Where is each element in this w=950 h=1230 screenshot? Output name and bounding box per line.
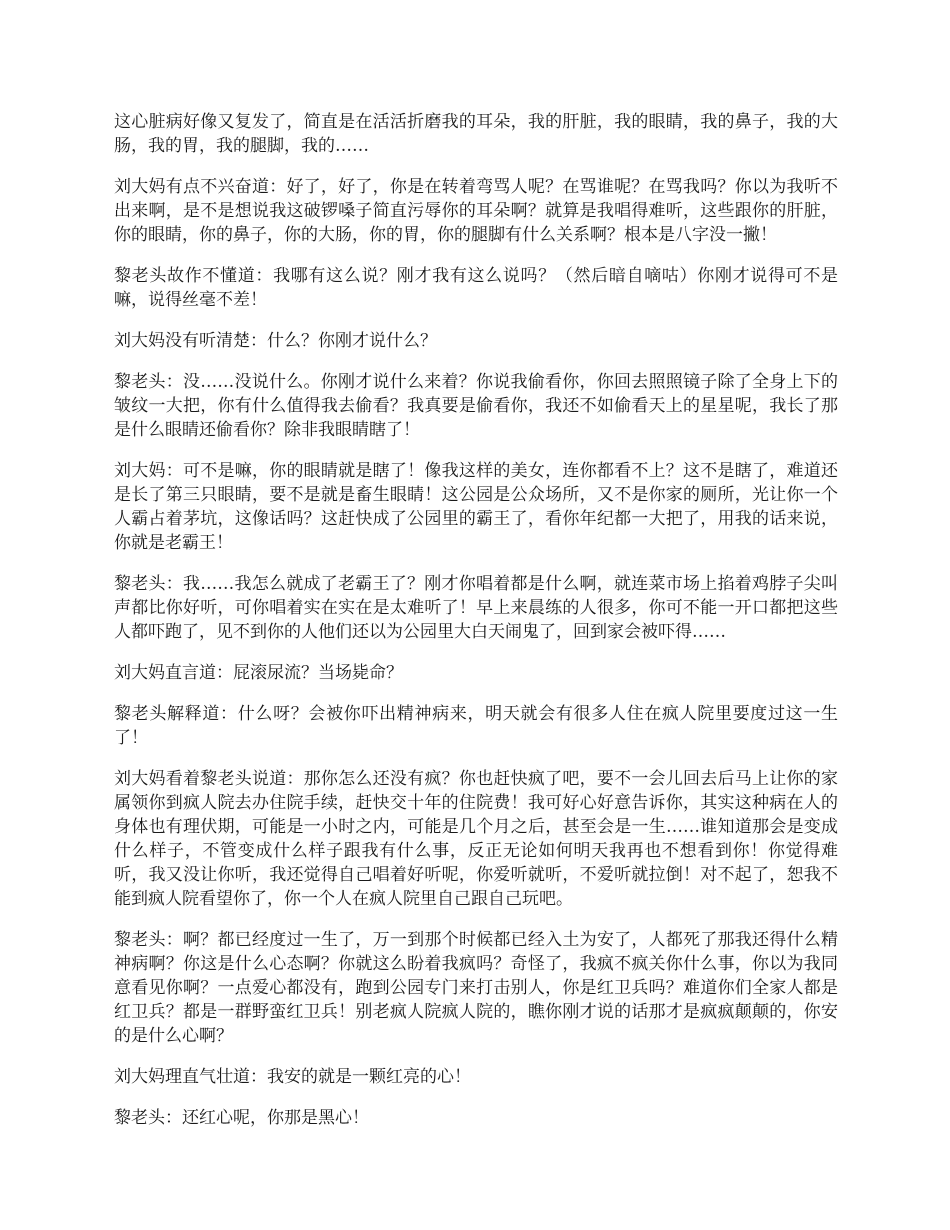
- paragraph-8: 刘大妈直言道：屁滚尿流？当场毙命？: [114, 663, 403, 683]
- paragraph-2: 刘大妈有点不兴奋道：好了，好了，你是在转着弯骂人呢？在骂谁呢？在骂我吗？你以为我听不出来啊，是不是想说我这破锣嗓子简直污辱你的耳朵啊？就算是我唱得难听，这些跟你的肝脏，你的眼睛，你的鼻子，你的大肠，你的胃，你的腿脚有什么关系啊？根本是八字没一撇！: [114, 177, 838, 245]
- paragraph-11: 黎老头：啊？都已经度过一生了，万一到那个时候都已经入土为安了，人都死了那我还得什么精神病啊？你这是什么心态啊？你就这么盼着我疯吗？奇怪了，我疯不疯关你什么事，你以为我同意看见你啊？一点爱心都没有，跑到公园专门来打击别人，你是红卫兵吗？难道你们全家人都是红卫兵？都是一群野蛮红卫兵！别老疯人院疯人院的，瞧你刚才说的话那才是疯疯颠颠的，你安的是什么心啊？: [114, 930, 838, 1046]
- paragraph-9: 黎老头解释道：什么呀？会被你吓出精神病来，明天就会有很多人住在疯人院里要度过这一生了！: [114, 704, 838, 748]
- paragraph-4: 刘大妈没有听清楚：什么？你刚才说什么？: [114, 331, 437, 351]
- document-body: [114, 110, 838, 1147]
- paragraph-13: 黎老头：还红心呢，你那是黑心！: [114, 1108, 369, 1128]
- paragraph-1: 这心脏病好像又复发了，简直是在活活折磨我的耳朵，我的肝脏，我的眼睛，我的鼻子，我的大肠，我的胃，我的腿脚，我的……: [114, 112, 838, 156]
- paragraph-3: 黎老头故作不懂道：我哪有这么说？刚才我有这么说吗？（然后暗自嘀咕）你刚才说得可不是嘛，说得丝毫不差！: [114, 266, 838, 310]
- paragraph-12: 刘大妈理直气壮道：我安的就是一颗红亮的心！: [114, 1067, 471, 1087]
- paragraph-10: 刘大妈看着黎老头说道：那你怎么还没有疯？你也赶快疯了吧，要不一会儿回去后马上让你的家属领你到疯人院去办住院手续，赶快交十年的住院费！我可好心好意告诉你，其实这种病在人的身体也有理伏期，可能是一小时之内，可能是几个月之后，甚至会是一生……谁知道那会是变成什么样子，不管变成什么样子跟我有什么事，反正无论如何明天我再也不想看到你！你觉得难听，我又没让你听，我还觉得自己唱着好听呢，你爱听就听，不爱听就拉倒！对不起了，恕我不能到疯人院看望你了，你一个人在疯人院里自己跟自己玩吧。: [114, 769, 838, 909]
- paragraph-6: 刘大妈：可不是嘛，你的眼睛就是瞎了！像我这样的美女，连你都看不上？这不是瞎了，难道还是长了第三只眼睛，要不是就是畜生眼睛！这公园是公众场所，又不是你家的厕所，光让你一个人霸占着茅坑，这像话吗？这赶快成了公园里的霸王了，看你年纪都一大把了，用我的话来说，你就是老霸王！: [114, 461, 838, 553]
- paragraph-5: 黎老头：没……没说什么。你刚才说什么来着？你说我偷看你，你回去照照镜子除了全身上下的皱纹一大把，你有什么值得我去偷看？我真要是偷看你，我还不如偷看天上的星星呢，我长了那是什么眼睛还偷看你？除非我眼睛瞎了！: [114, 372, 838, 440]
- paragraph-7: 黎老头：我……我怎么就成了老霸王了？刚才你唱着都是什么啊，就连菜市场上掐着鸡脖子尖叫声都比你好听，可你唱着实在实在是太难听了！早上来晨练的人很多，你可不能一开口都把这些人都吓跑了，见不到你的人他们还以为公园里大白天闹鬼了，回到家会被吓得……: [114, 574, 838, 642]
